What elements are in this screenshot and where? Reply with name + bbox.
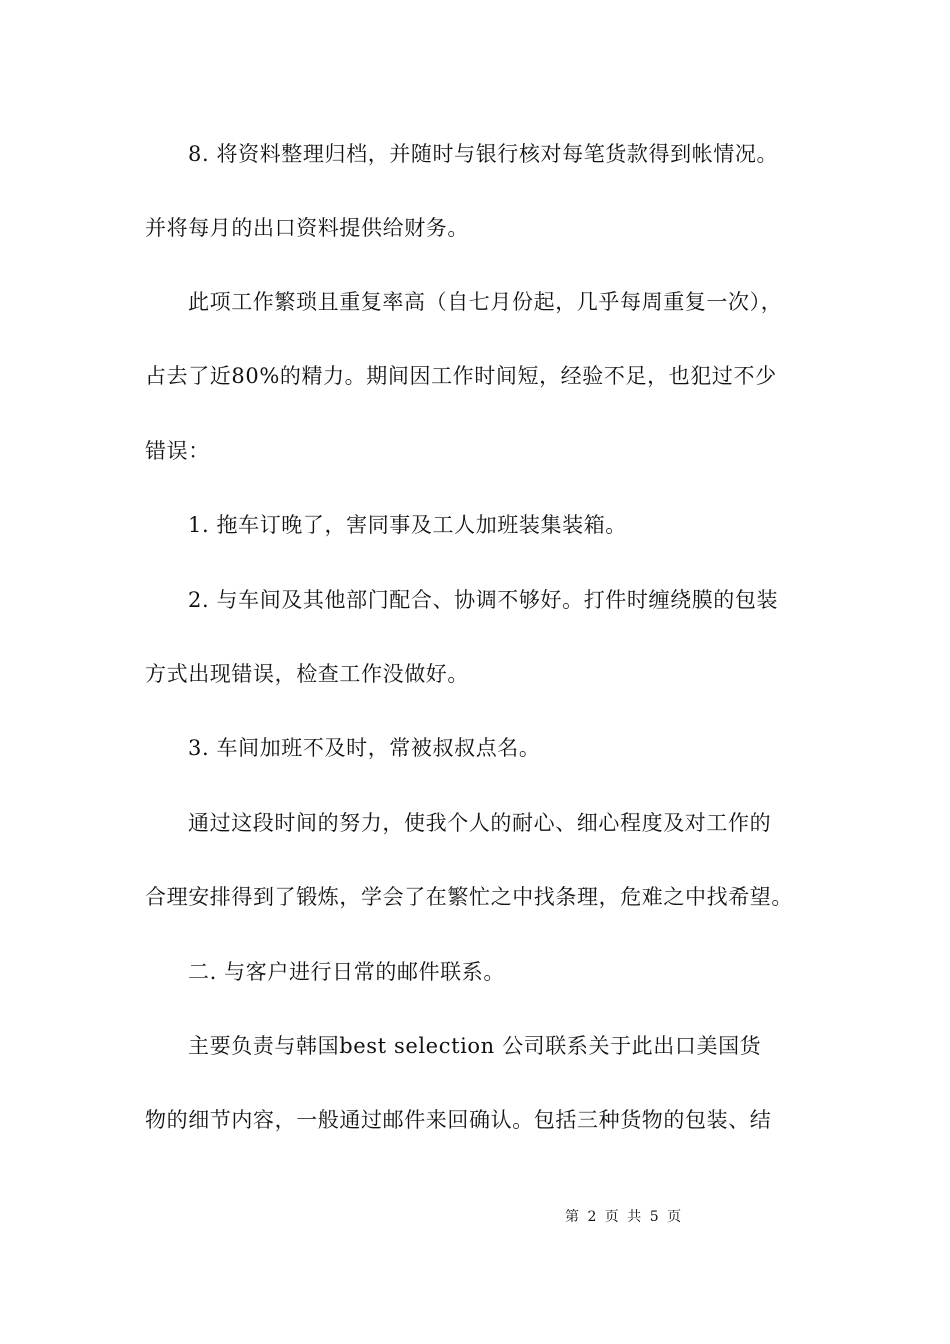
paragraph-line: 占去了近80%的精力。期间因工作时间短，经验不足，也犯过不少: [145, 364, 777, 388]
paragraph-line: 合理安排得到了锻炼，学会了在繁忙之中找条理，危难之中找希望。: [145, 885, 793, 909]
paragraph-line: 8. 将资料整理归档，并随时与银行核对每笔货款得到帐情况。: [188, 142, 779, 166]
paragraph-line: 错误：: [145, 439, 210, 463]
paragraph-line: 并将每月的出口资料提供给财务。: [145, 216, 469, 240]
section-heading: 二. 与客户进行日常的邮件联系。: [188, 960, 505, 984]
paragraph-line: 物的细节内容，一般通过邮件来回确认。包括三种货物的包装、结: [145, 1108, 772, 1132]
paragraph-line: 此项工作繁琐且重复率高（自七月份起，几乎每周重复一次），: [188, 290, 783, 314]
paragraph-line: 方式出现错误，检查工作没做好。: [145, 662, 469, 686]
list-item: 2. 与车间及其他部门配合、协调不够好。打件时缠绕膜的包装: [188, 588, 779, 612]
paragraph-line: 通过这段时间的努力，使我个人的耐心、细心程度及对工作的: [188, 811, 772, 835]
list-item: 3. 车间加班不及时，常被叔叔点名。: [188, 736, 541, 760]
paragraph-line: 主要负责与韩国best selection 公司联系关于此出口美国货: [188, 1034, 762, 1058]
page-number: 第 2 页 共 5 页: [565, 1209, 684, 1225]
list-item: 1. 拖车订晚了，害同事及工人加班装集装箱。: [188, 513, 627, 537]
